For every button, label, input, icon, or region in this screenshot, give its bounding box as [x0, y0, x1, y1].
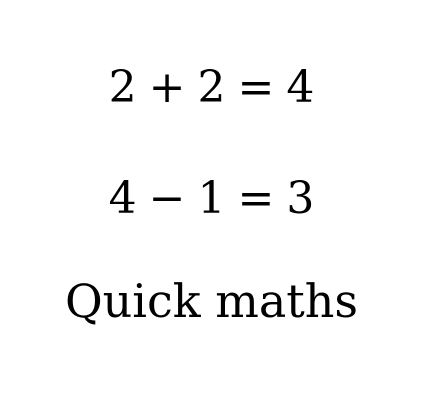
operand-left: 4 — [108, 173, 137, 224]
equals-sign: = — [237, 62, 275, 113]
equals-sign: = — [237, 173, 275, 224]
minus-operator: − — [148, 173, 186, 224]
plus-operator: + — [148, 62, 186, 113]
equation-subtraction — [0, 173, 423, 224]
operand-right: 2 — [197, 62, 226, 113]
equation-addition — [0, 62, 423, 113]
operand-left: 2 — [108, 62, 137, 113]
operand-right: 1 — [197, 173, 226, 224]
result-value: 4 — [286, 62, 315, 113]
result-value: 3 — [286, 173, 315, 224]
caption-text: Quick maths — [64, 274, 359, 328]
